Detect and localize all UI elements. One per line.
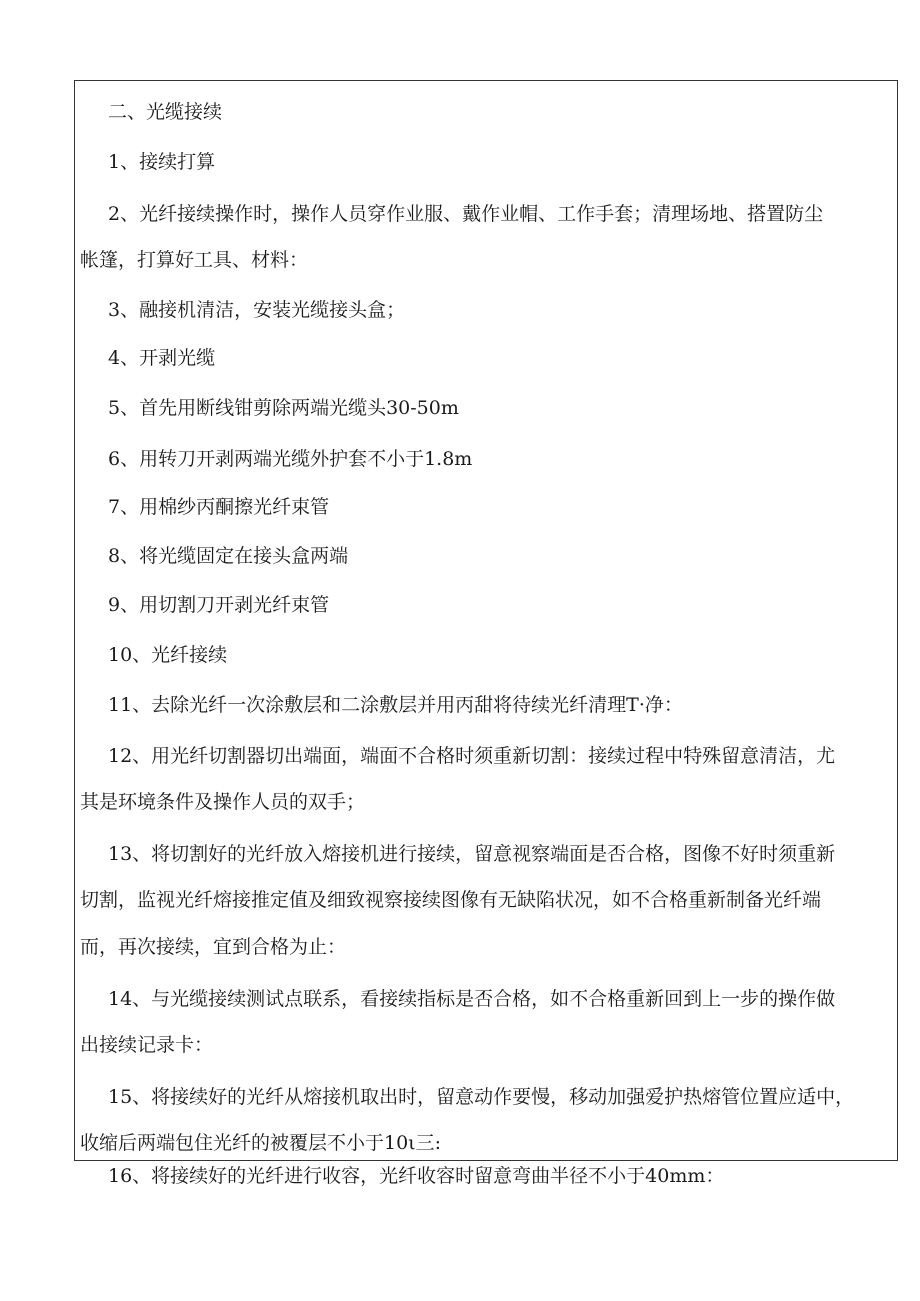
text-line: 14、与光缆接续测试点联系，看接续指标是否合格，如不合格重新回到上一步的操作做: [108, 988, 836, 1010]
text-line: 收缩后两端包住光纤的被覆层不小于10ι三:: [80, 1132, 442, 1154]
text-line: 13、将切割好的光纤放入熔接机进行接续，留意视察端面是否合格，图像不好时须重新: [108, 843, 836, 865]
text-line: 4、开剥光缆: [108, 347, 216, 369]
text-line: 9、用切割刀开剥光纤束管: [108, 594, 330, 616]
section-heading: 二、光缆接续: [108, 101, 223, 123]
text-line: 11、去除光纤一次涂敷层和二涂敷层并用丙甜将待续光纤清理T·净：: [108, 694, 683, 716]
text-line: 切割，监视光纤熔接推定值及细致视察接续图像有无缺陷状况，如不合格重新制备光纤端: [80, 889, 822, 911]
text-line: 1、接续打算: [108, 151, 216, 173]
text-line: 其是环境条件及操作人员的双手；: [80, 791, 366, 813]
text-line: 15、将接续好的光纤从熔接机取出时，留意动作要慢，移动加强爱护热熔管位置应适中，: [108, 1086, 855, 1108]
text-line: 帐篷，打算好工具、材料：: [80, 249, 309, 271]
text-line: 10、光纤接续: [108, 644, 228, 666]
text-line: 7、用棉纱丙酮擦光纤束管: [108, 496, 330, 518]
text-line: 出接续记录卡：: [80, 1034, 214, 1056]
text-line: 8、将光缆固定在接头盒两端: [108, 545, 349, 567]
text-line: 6、用转刀开剥两端光缆外护套不小于1.8m: [108, 448, 473, 470]
text-line: 12、用光纤切割器切出端面，端面不合格时须重新切割：接续过程中特殊留意清洁，尤: [108, 745, 836, 767]
text-line: 2、光纤接续操作时，操作人员穿作业服、戴作业帽、工作手套；清理场地、搭置防尘: [108, 203, 824, 225]
text-line: 而，再次接续，宜到合格为止：: [80, 936, 347, 958]
text-line: 3、融接机清洁，安装光缆接头盒；: [108, 299, 406, 321]
text-line: 5、首先用断线钳剪除两端光缆头30-50m: [108, 397, 459, 419]
text-line: 16、将接续好的光纤进行收容，光纤收容时留意弯曲半径不小于40mm：: [108, 1165, 725, 1187]
